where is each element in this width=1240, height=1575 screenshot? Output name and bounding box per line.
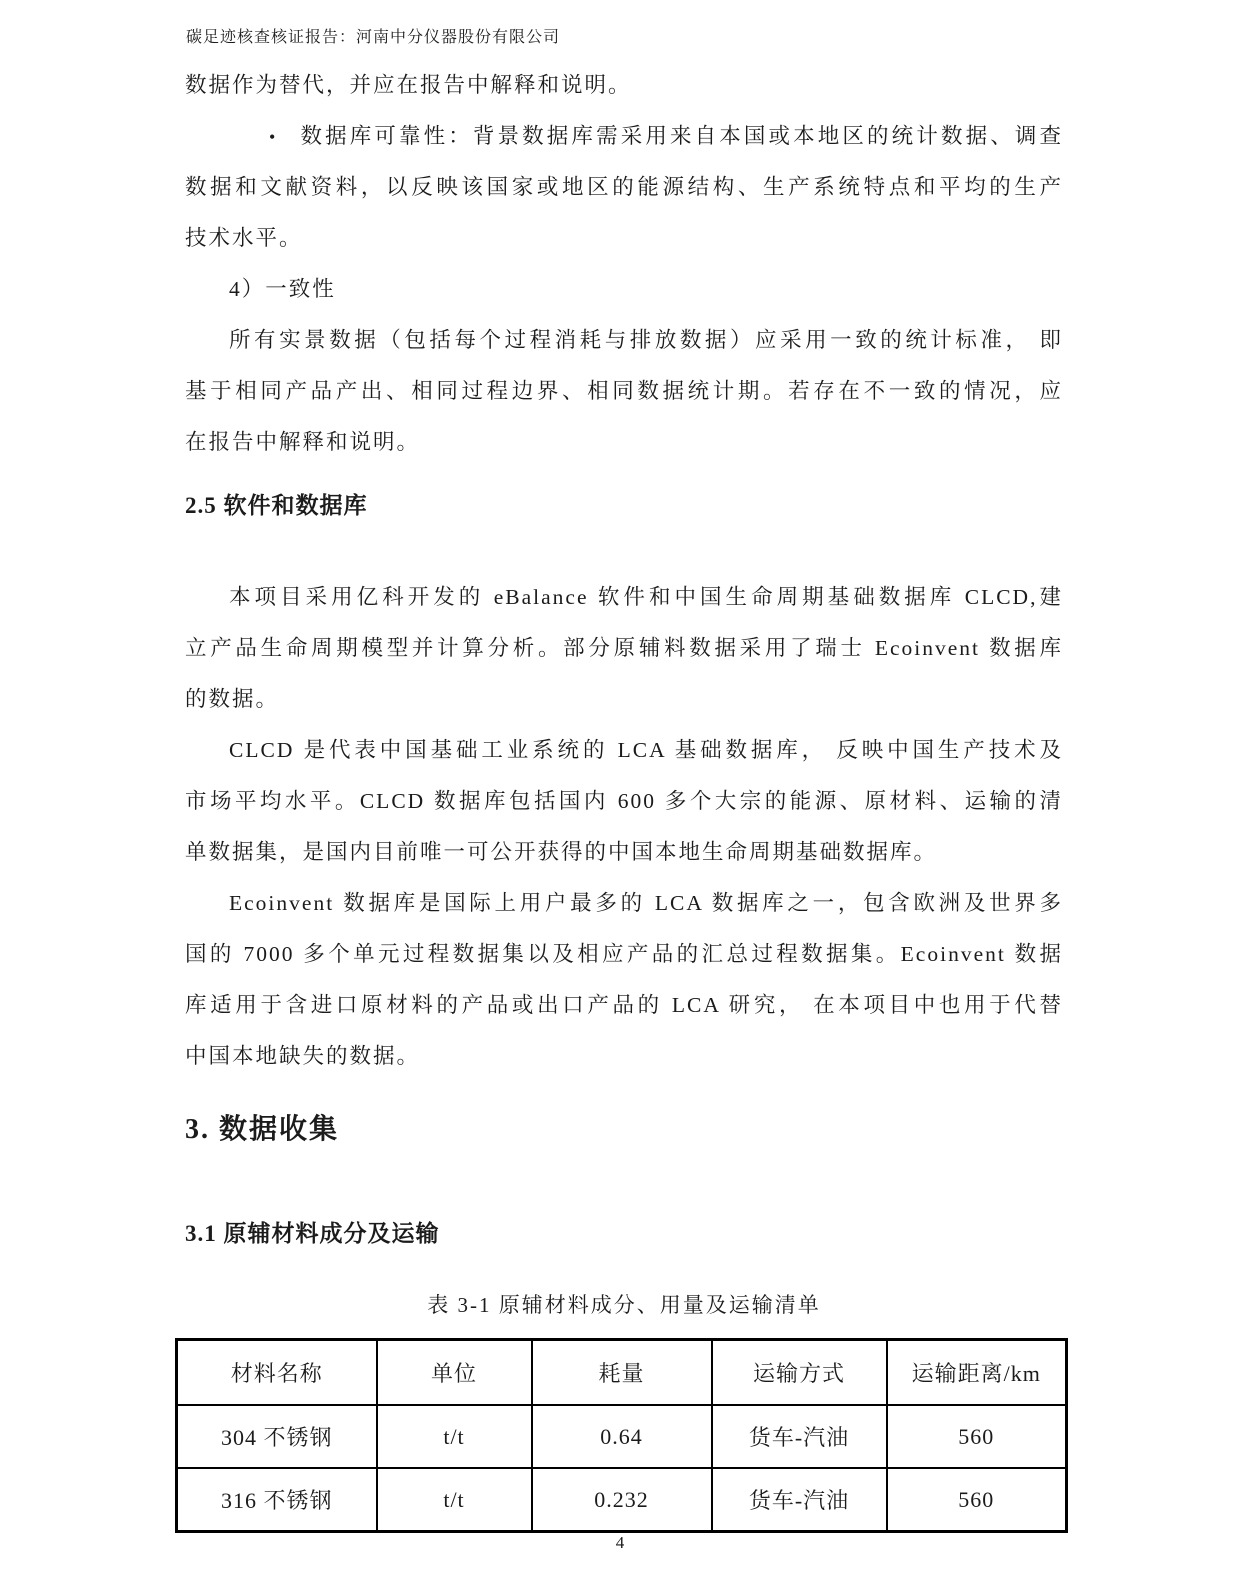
section-3-heading: 3. 数据收集 [185,1114,340,1145]
sec25-para2-line-1: CLCD 是代表中国基础工业系统的 LCA 基础数据库， 反映中国生产技术及 [229,738,1063,762]
col-header-unit: 单位 [377,1340,532,1406]
cell-transport-distance: 560 [887,1405,1067,1468]
table-caption: 表 3-1 原辅材料成分、用量及运输清单 [427,1293,821,1317]
table-header-row [177,1340,1067,1406]
bullet-line-1 [185,111,1063,162]
running-header: 碳足迹核查核证报告：河南中分仪器股份有限公司 [186,29,561,46]
sec25-para3-line-2: 国的 7000 多个单元过程数据集以及相应产品的汇总过程数据集。Ecoinvent 数据 [185,942,1063,966]
bullet-line-2: 数据和文献资料，以反映该国家或地区的能源结构、生产系统特点和平均的生产 [185,175,1063,199]
cell-consumption: 0.64 [532,1405,712,1468]
sec25-para3-line-1: Ecoinvent 数据库是国际上用户最多的 LCA 数据库之一，包含欧洲及世界多 [229,891,1063,915]
sec25-para1-line-1: 本项目采用亿科开发的 eBalance 软件和中国生命周期基础数据库 CLCD,建 [229,585,1063,609]
cell-unit: t/t [377,1405,532,1468]
item4-line-2: 基于相同产品产出、相同过程边界、相同数据统计期。若存在不一致的情况，应 [185,379,1063,403]
table-row [177,1405,1067,1468]
sec25-para2-line-2: 市场平均水平。CLCD 数据库包括国内 600 多个大宗的能源、原材料、运输的清 [185,789,1063,813]
section-3-1-heading: 3.1 原辅材料成分及运输 [185,1221,440,1246]
page-content [185,60,1063,1533]
cell-consumption: 0.232 [532,1468,712,1532]
paragraph-continuation-line: 数据作为替代，并应在报告中解释和说明。 [185,73,632,97]
bullet-text-1: 数据库可靠性：背景数据库需采用来自本国或本地区的统计数据、调查 [299,124,1063,148]
sec25-para3-line-4: 中国本地缺失的数据。 [185,1044,421,1068]
cell-material-name: 316 不锈钢 [177,1468,377,1532]
sec25-para1-line-2: 立产品生命周期模型并计算分析。部分原辅料数据采用了瑞士 Ecoinvent 数据库 [185,636,1063,660]
sec25-para1-line-3: 的数据。 [185,687,280,711]
materials-table [175,1338,1068,1533]
bullet-line-3: 技术水平。 [185,226,303,250]
col-header-transport-distance: 运输距离/km [887,1340,1067,1406]
item4-line-3: 在报告中解释和说明。 [185,430,421,454]
section-2-5-heading: 2.5 软件和数据库 [185,493,368,518]
cell-transport-mode: 货车-汽油 [712,1405,887,1468]
col-header-consumption: 耗量 [532,1340,712,1406]
sec25-para2-line-3: 单数据集，是国内目前唯一可公开获得的中国本地生命周期基础数据库。 [185,840,938,864]
page-number: 4 [615,1533,625,1552]
col-header-transport-mode: 运输方式 [712,1340,887,1406]
cell-transport-mode: 货车-汽油 [712,1468,887,1532]
sec25-para3-line-3: 库适用于含进口原材料的产品或出口产品的 LCA 研究， 在本项目中也用于代替 [185,993,1063,1017]
item4-line-1: 所有实景数据（包括每个过程消耗与排放数据）应采用一致的统计标准， 即 [229,328,1063,352]
cell-transport-distance: 560 [887,1468,1067,1532]
col-header-material-name: 材料名称 [177,1340,377,1406]
cell-material-name: 304 不锈钢 [177,1405,377,1468]
bullet-icon: • [269,127,278,147]
table-row [177,1468,1067,1532]
item4-heading: 4）一致性 [229,277,336,301]
cell-unit: t/t [377,1468,532,1532]
